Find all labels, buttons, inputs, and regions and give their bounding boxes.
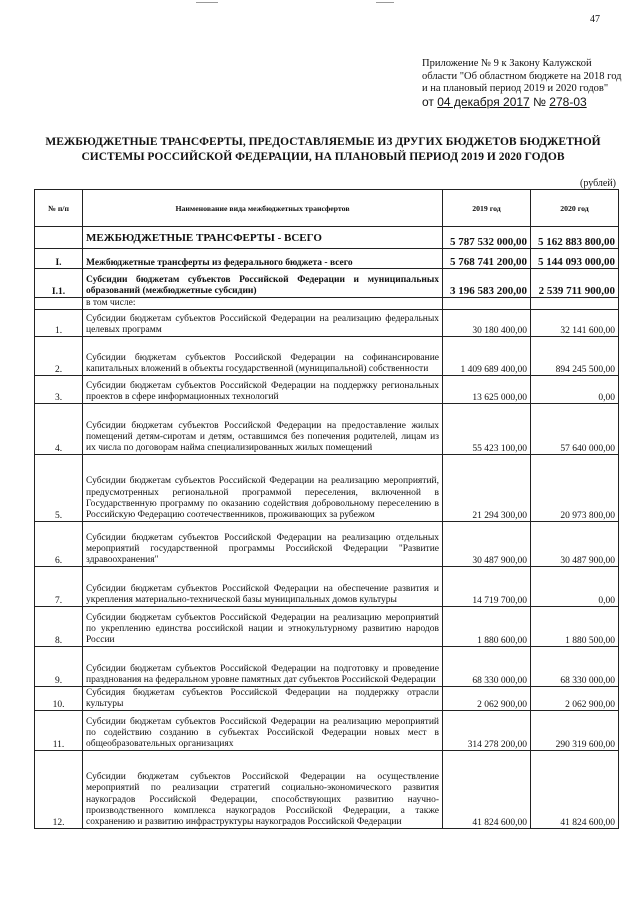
page-number: 47 (590, 14, 600, 25)
table-row (35, 337, 619, 376)
table-row (35, 607, 619, 647)
date-prefix: от (422, 94, 434, 109)
row-2020: 2 539 711 900,00 (531, 269, 619, 298)
row-2020: 57 640 000,00 (531, 404, 619, 455)
table-row (35, 567, 619, 607)
row-2020: 68 330 000,00 (531, 647, 619, 687)
row-2020: 41 824 600,00 (531, 751, 619, 829)
row-2020: 1 880 500,00 (531, 607, 619, 647)
annex-line: Приложение № 9 к Закону Калужской (422, 58, 592, 69)
table-row (35, 376, 619, 404)
row-num: 5. (35, 455, 83, 522)
table-row (35, 751, 619, 829)
row-name: Субсидии бюджетам субъектов Российской Федерации на реализацию федеральных целевых программ (83, 310, 443, 337)
row-name: Субсидии бюджетам субъектов Российской Федерации на осуществление мероприятий по реализации стратегий социально-экономического развития наукоградов Российской Федерации, способствующих развитию научно-производственного комплекса наукоградов Российской Федерации, а также сохранению и развитию инфраструктуры наукоградов Российской Федерации (83, 751, 443, 829)
row-2020: 5 144 093 000,00 (531, 249, 619, 269)
scan-artifact (376, 2, 394, 3)
row-2020: 2 062 900,00 (531, 687, 619, 711)
row-name: Субсидии бюджетам субъектов Российской Федерации на обеспечение развития и укрепления материально-технической базы муниципальных домов культуры (83, 567, 443, 607)
table-row (35, 269, 619, 298)
row-2019: 3 196 583 200,00 (443, 269, 531, 298)
row-num: 3. (35, 376, 83, 404)
header-name: Наименование вида межбюджетных трансфертов (83, 190, 443, 227)
row-2019: 2 062 900,00 (443, 687, 531, 711)
row-num: 7. (35, 567, 83, 607)
row-name: Субсидии бюджетам субъектов Российской Федерации на реализацию мероприятий, предусмотренных региональной программой переселения, включенной в Государственную программу по оказанию содействия добровольному переселению в Российскую Федерацию соотечественников, проживающих за рубежом (83, 455, 443, 522)
row-num: 10. (35, 687, 83, 711)
row-2019: 13 625 000,00 (443, 376, 531, 404)
table-row (35, 522, 619, 567)
row-name: Субсидии бюджетам субъектов Российской Федерации на реализацию мероприятий по укреплению единства российской нации и этнокультурному развитию народов России (83, 607, 443, 647)
row-2019: 5 787 532 000,00 (443, 227, 531, 249)
row-num: 11. (35, 711, 83, 751)
row-2019: 314 278 200,00 (443, 711, 531, 751)
row-name: Субсидии бюджетам субъектов Российской Федерации на предоставление жилых помещений детям-сиротам и детям, оставшимся без попечения родителей, лицам из их числа по договорам найма специализированных жилых помещений (83, 404, 443, 455)
units-label: (рублей) (580, 178, 617, 189)
row-2019: 1 409 689 400,00 (443, 337, 531, 376)
row-2019: 1 880 600,00 (443, 607, 531, 647)
row-2020: 0,00 (531, 567, 619, 607)
row-name: Субсидии бюджетам субъектов Российской Федерации на реализацию мероприятий по содействию созданию в субъектах Российской Федерации новых мест в общеобразовательных организациях (83, 711, 443, 751)
row-name: Субсидия бюджетам субъектов Российской Федерации на поддержку отрасли культуры (83, 687, 443, 711)
row-2020: 0,00 (531, 376, 619, 404)
row-name: Субсидии бюджетам субъектов Российской Федерации на реализацию отдельных мероприятий государственной программы Российской Федерации "Развитие здравоохранения" (83, 522, 443, 567)
row-num: 2. (35, 337, 83, 376)
row-name: МЕЖБЮДЖЕТНЫЕ ТРАНСФЕРТЫ - ВСЕГО (83, 227, 443, 249)
row-2019: 5 768 741 200,00 (443, 249, 531, 269)
row-num: I.1. (35, 269, 83, 298)
row-2019: 30 180 400,00 (443, 310, 531, 337)
annex-line: области "Об областном бюджете на 2018 год (422, 70, 622, 82)
title-line: СИСТЕМЫ РОССИЙСКОЙ ФЕДЕРАЦИИ, НА ПЛАНОВЫЙ ПЕРИОД 2019 И 2020 ГОДОВ (81, 151, 565, 163)
row-name: в том числе: (83, 298, 443, 310)
table-row (35, 227, 619, 249)
row-name: Межбюджетные трансферты из федерального бюджета - всего (83, 249, 443, 269)
row-2019: 41 824 600,00 (443, 751, 531, 829)
row-2019: 30 487 900,00 (443, 522, 531, 567)
row-2019 (443, 298, 531, 310)
header-2020: 2020 год (531, 190, 619, 227)
table-row (35, 455, 619, 522)
row-num (35, 298, 83, 310)
row-name: Субсидии бюджетам субъектов Российской Федерации на подготовку и проведение празднования на федеральном уровне памятных дат субъектов Российской Федерации (83, 647, 443, 687)
row-name: Субсидии бюджетам субъектов Российской Федерации и муниципальных образований (межбюджетные субсидии) (83, 269, 443, 298)
table-header-row (35, 190, 619, 227)
annex-line: и на плановый период 2019 и 2020 годов" (422, 83, 609, 94)
row-num: 9. (35, 647, 83, 687)
row-2020: 20 973 800,00 (531, 455, 619, 522)
number-prefix: № (533, 94, 546, 109)
row-num: 12. (35, 751, 83, 829)
row-2019: 14 719 700,00 (443, 567, 531, 607)
row-num: I. (35, 249, 83, 269)
row-2019: 21 294 300,00 (443, 455, 531, 522)
page-title (40, 135, 606, 165)
row-2020 (531, 298, 619, 310)
row-num: 8. (35, 607, 83, 647)
law-number: 278-03 (549, 94, 587, 109)
table-row (35, 298, 619, 310)
scan-artifact (196, 2, 218, 3)
row-num: 4. (35, 404, 83, 455)
table-row (35, 711, 619, 751)
table-row (35, 249, 619, 269)
row-num: 6. (35, 522, 83, 567)
law-date: 04 декабря 2017 (437, 94, 530, 109)
row-2020: 894 245 500,00 (531, 337, 619, 376)
row-num (35, 227, 83, 249)
table-row (35, 647, 619, 687)
row-2020: 32 141 600,00 (531, 310, 619, 337)
row-2019: 55 423 100,00 (443, 404, 531, 455)
row-num: 1. (35, 310, 83, 337)
row-name: Субсидии бюджетам субъектов Российской Федерации на софинансирование капитальных вложений в объекты государственной (муниципальной) собственности (83, 337, 443, 376)
title-line: МЕЖБЮДЖЕТНЫЕ ТРАНСФЕРТЫ, ПРЕДОСТАВЛЯЕМЫЕ ИЗ ДРУГИХ БЮДЖЕТОВ БЮДЖЕТНОЙ (45, 136, 601, 148)
row-2020: 30 487 900,00 (531, 522, 619, 567)
table-row (35, 687, 619, 711)
transfers-table (34, 189, 619, 829)
row-2020: 290 319 600,00 (531, 711, 619, 751)
annex-signature-line (422, 96, 634, 109)
row-2019: 68 330 000,00 (443, 647, 531, 687)
table-row (35, 310, 619, 337)
header-2019: 2019 год (443, 190, 531, 227)
annex-header (422, 58, 634, 108)
header-num: № п/п (35, 190, 83, 227)
table-row (35, 404, 619, 455)
row-2020: 5 162 883 800,00 (531, 227, 619, 249)
row-name: Субсидии бюджетам субъектов Российской Федерации на поддержку региональных проектов в сфере информационных технологий (83, 376, 443, 404)
